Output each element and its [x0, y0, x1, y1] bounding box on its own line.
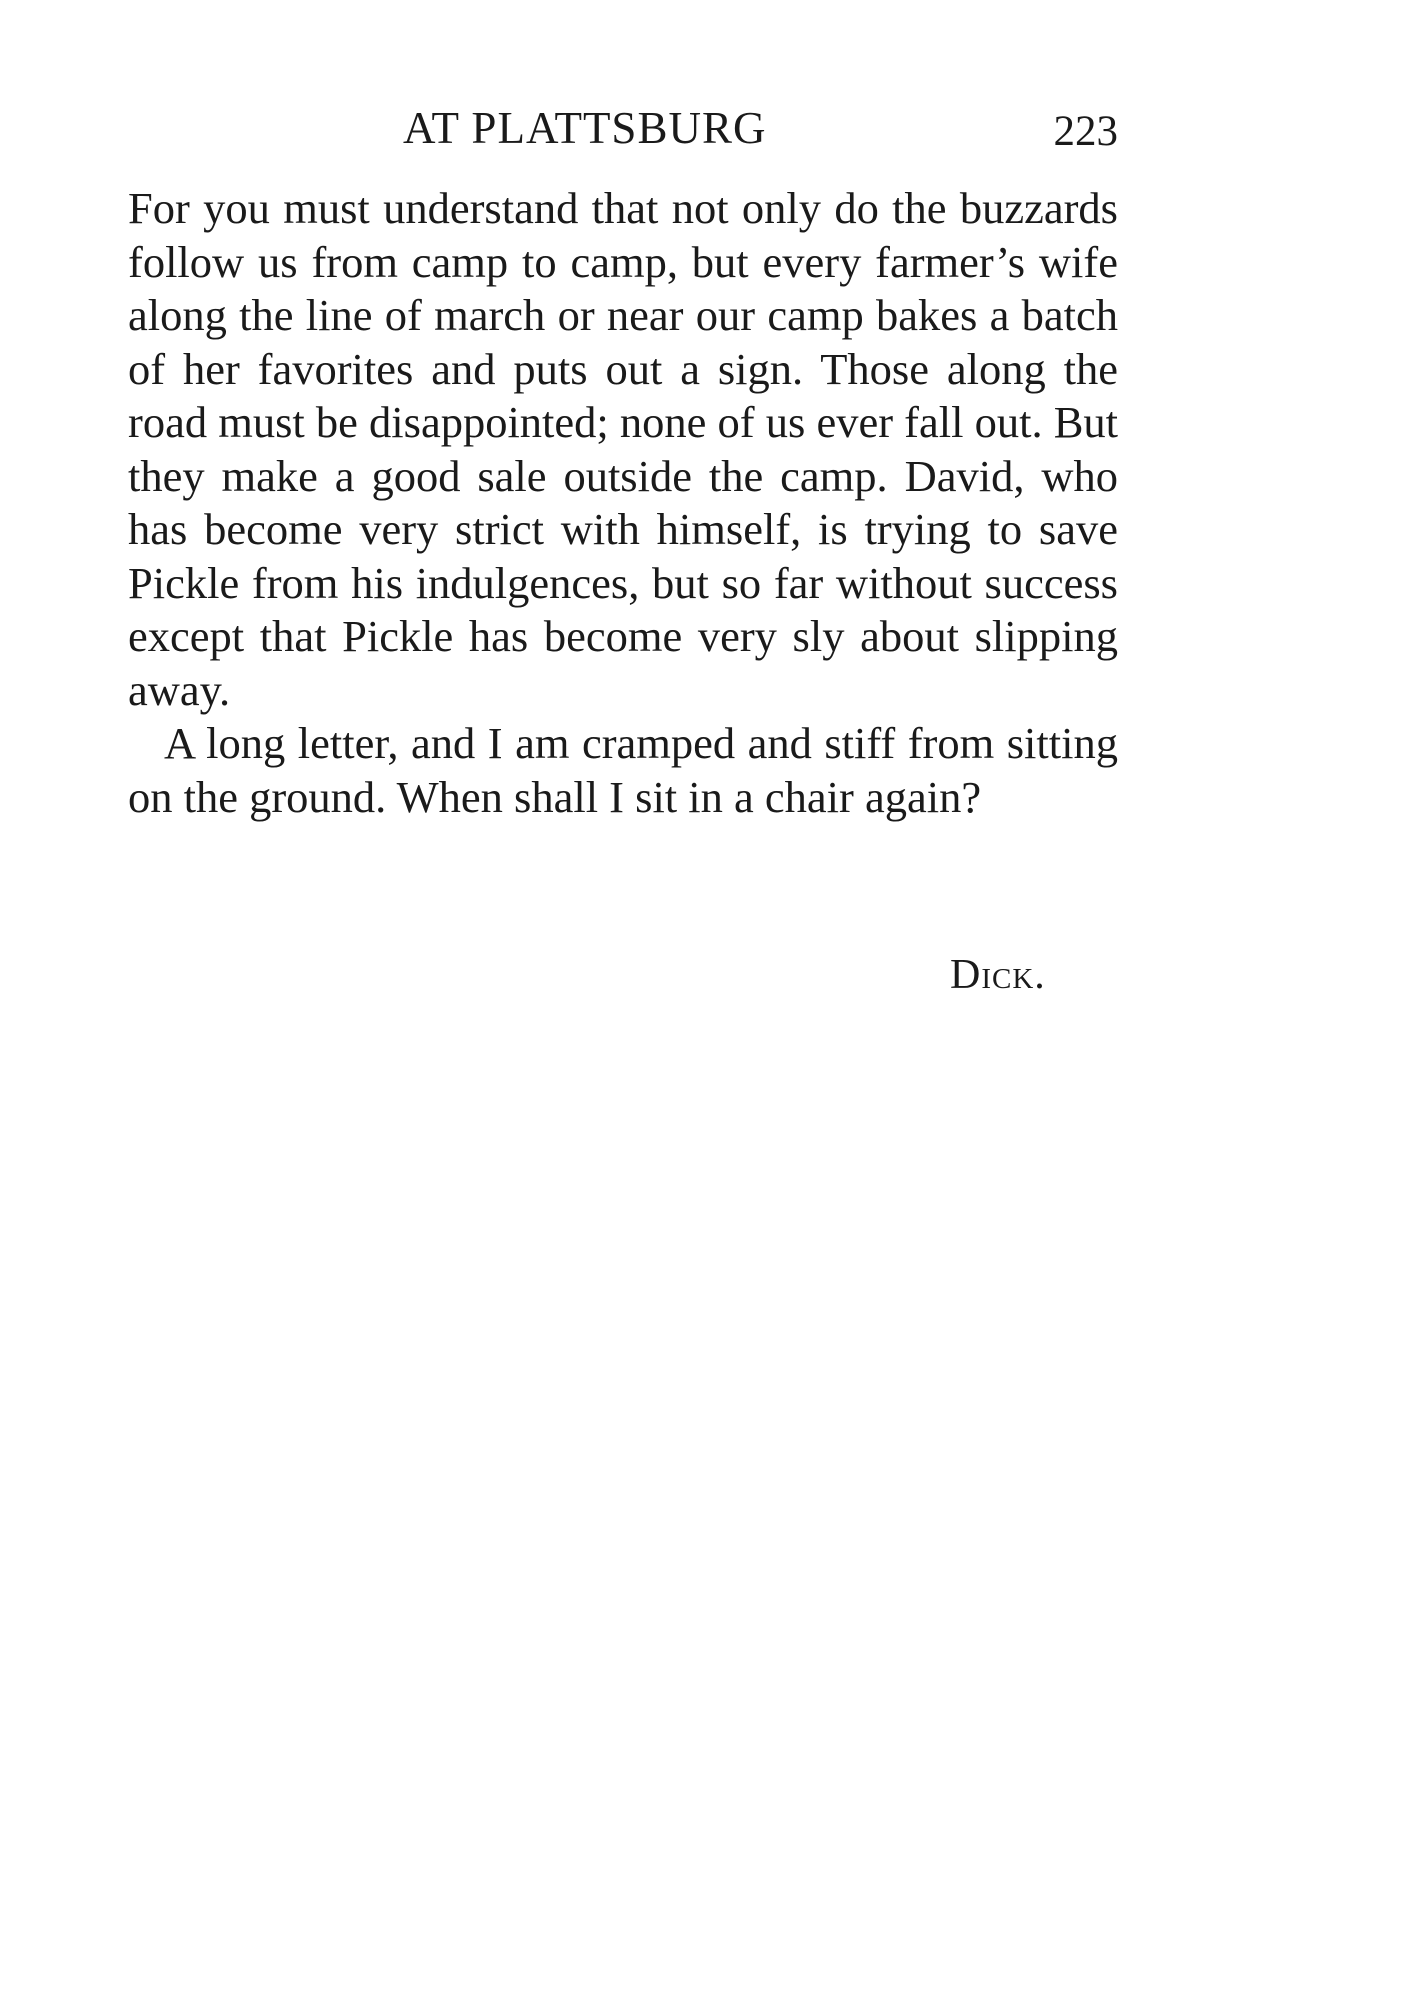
- paragraph-1: For you must understand that not only do the buzzards follow us from camp to camp, but every farmer’s wife along the line of march or near our camp bakes a batch of her favorites and puts out a sign. Those along the road must be disappointed; none of us ever fall out. But they make a good sale outside the camp. David, who has become very strict with himself, is trying to save Pickle from his indulgences, but so far without success except that Pickle has become very sly about slipping away.: [128, 183, 1118, 715]
- page-number: 223: [1053, 108, 1118, 155]
- signature: Dick.: [950, 952, 1046, 998]
- running-title: AT PLATTSBURG: [403, 103, 767, 153]
- body-text: [128, 182, 1118, 824]
- running-head: [128, 98, 1118, 158]
- paragraph-2: A long letter, and I am cramped and stiff from sitting on the ground. When shall I sit in a chair again?: [128, 718, 1118, 822]
